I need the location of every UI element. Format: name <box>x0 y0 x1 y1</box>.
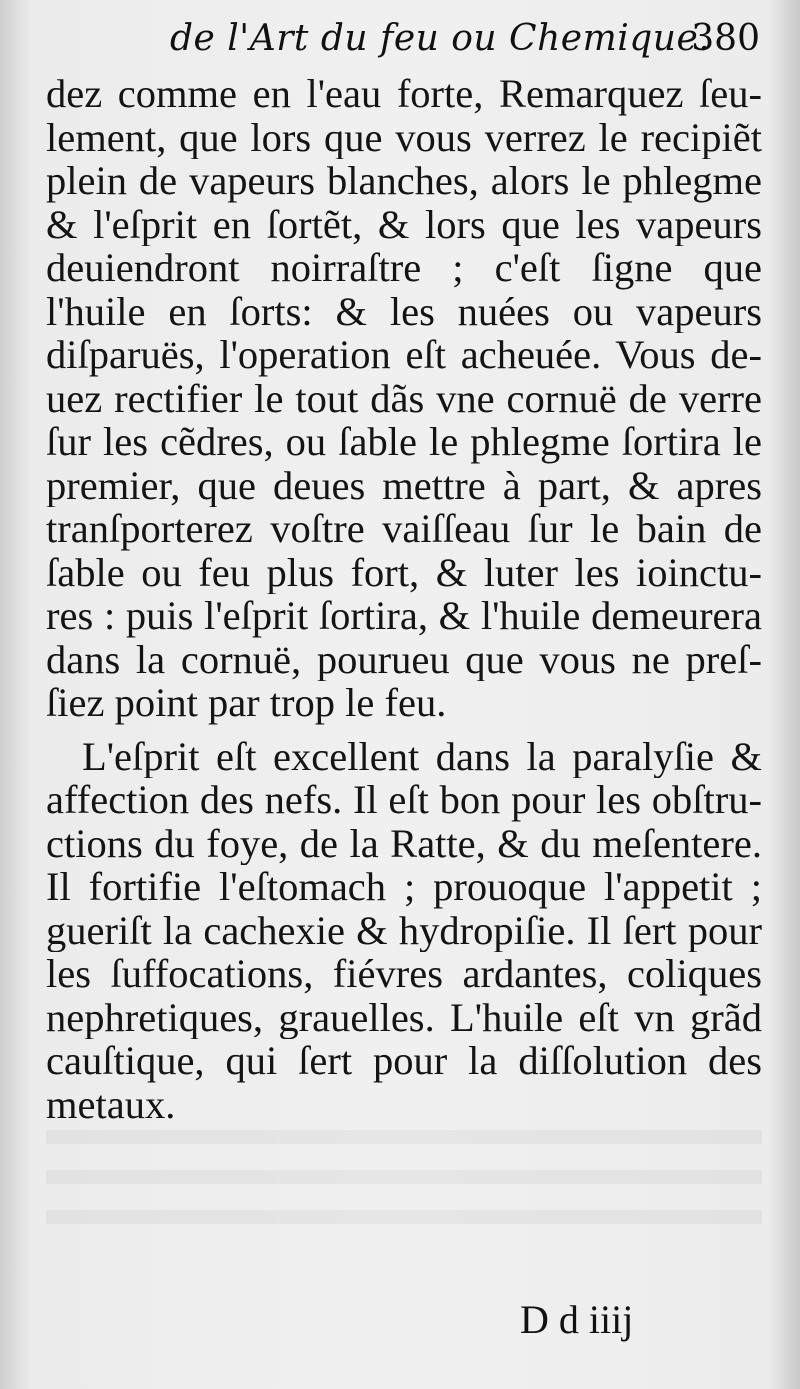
text-line: Il fortifie l'eſtomach ; prouoque l'appetit ; <box>46 865 762 909</box>
text-line: ctions du foye, de la Ratte, & du meſentere. <box>46 821 762 865</box>
text-line: ſiez point par trop le feu. <box>46 681 447 725</box>
paragraph-gap <box>46 725 762 735</box>
text-line: ſur les cẽdres, ou ſable le phlegme ſortira le <box>46 420 762 464</box>
paragraph-2 <box>46 735 762 1127</box>
text-line: dez comme en l'eau forte, Remarquez ſeu- <box>46 72 762 116</box>
text-line: uez rectifier le tout dãs vne cornuë de verre <box>46 376 762 420</box>
running-title: de l'Art du feu ou Chemique. <box>170 18 711 59</box>
text-line: lement, que lors que vous verrez le recipiẽt <box>46 115 762 159</box>
text-line: gueriſt la cachexie & hydropiſie. Il ſert pour <box>46 908 762 952</box>
text-line: & l'eſprit en ſortẽt, & lors que les vapeurs <box>46 202 762 246</box>
text-line: res : puis l'eſprit ſortira, & l'huile demeurera <box>46 594 762 638</box>
text-line: les ſuffocations, fiévres ardantes, coliques <box>46 952 762 996</box>
page-header <box>0 18 800 66</box>
text-line: deuiendront noirraſtre ; c'eſt ſigne que <box>46 246 762 290</box>
text-line: l'huile en ſorts: & les nuées ou vapeurs <box>46 289 762 333</box>
text-line: metaux. <box>46 1082 176 1126</box>
text-line: affection des nefs. Il eſt bon pour les obſtru- <box>46 778 762 822</box>
text-line: premier, que deues mettre à part, & apres <box>46 463 762 507</box>
text-block <box>46 72 762 1126</box>
text-line: ſable ou feu plus fort, & luter les ioinctu- <box>46 550 762 594</box>
page-number: 380 <box>691 18 760 59</box>
paragraph-1 <box>46 72 762 725</box>
text-line: plein de vapeurs blanches, alors le phlegme <box>46 159 762 203</box>
bleed-through-shadow <box>46 1130 762 1240</box>
text-line: diſparuës, l'operation eſt acheuée. Vous de- <box>46 333 762 377</box>
text-line: L'eſprit eſt excellent dans la paralyſie & <box>82 734 762 778</box>
text-line: nephretiques, grauelles. L'huile eſt vn grãd <box>46 995 762 1039</box>
text-line: dans la cornuë, pourueu que vous ne preſ- <box>46 637 762 681</box>
text-line: cauſtique, qui ſert pour la diſſolution des <box>46 1039 762 1083</box>
text-line: tranſporterez voſtre vaiſſeau ſur le bain de <box>46 507 762 551</box>
signature-mark: D d iiij <box>520 1297 634 1342</box>
